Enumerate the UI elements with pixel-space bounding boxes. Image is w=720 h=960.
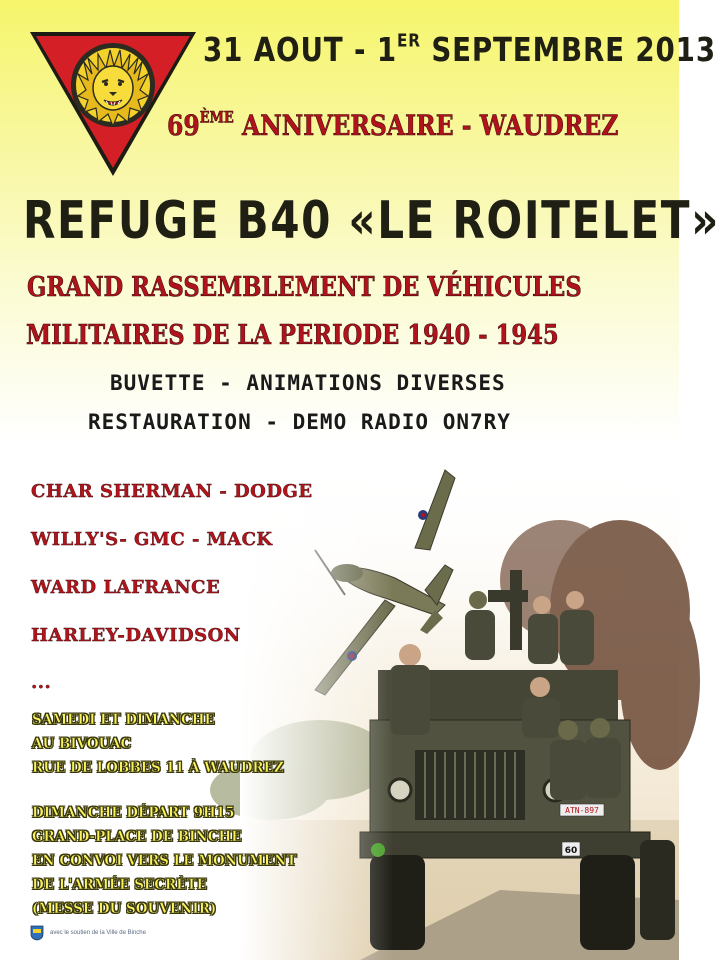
- vehicle-item: WILLY'S- GMC - MACK: [31, 529, 273, 550]
- activities-line-1: BUVETTE - ANIMATIONS DIVERSES: [110, 371, 506, 395]
- bivouac-line: RUE DE LOBBES 11 À WAUDREZ: [32, 760, 284, 776]
- sponsor-credit: avec le soutien de la Ville de Binche: [50, 930, 146, 936]
- binche-crest-icon: [30, 925, 44, 941]
- vehicle-item: WARD LAFRANCE: [31, 577, 221, 598]
- anniversary-line: 69ÈME ANNIVERSAIRE - WAUDREZ: [167, 108, 619, 142]
- event-title: REFUGE B40 «LE ROITELET»: [23, 191, 720, 251]
- event-date: 31 AOUT - 1ER SEPTEMBRE 2013: [203, 30, 716, 69]
- convoy-line: DIMANCHE DÉPART 9H15: [32, 805, 235, 821]
- convoy-line: DE L'ARMÉE SECRÈTE: [32, 877, 207, 893]
- vehicle-ellipsis: ...: [31, 672, 52, 693]
- vintage-photo-scene: [240, 460, 679, 960]
- convoy-line: GRAND-PLACE DE BINCHE: [32, 829, 242, 845]
- gathering-line-1: GRAND RASSEMBLEMENT DE VÉHICULES: [27, 272, 582, 303]
- convoy-line: EN CONVOI VERS LE MONUMENT: [32, 853, 297, 869]
- vehicle-item: HARLEY-DAVIDSON: [31, 625, 241, 646]
- lion-emblem-logo: [28, 30, 198, 178]
- convoy-line: (MESSE DU SOUVENIR): [32, 901, 217, 917]
- vehicle-item: CHAR SHERMAN - DODGE: [31, 481, 313, 502]
- gathering-line-2: MILITAIRES DE LA PERIODE 1940 - 1945: [26, 320, 559, 351]
- activities-line-2: RESTAURATION - DEMO RADIO ON7RY: [88, 410, 511, 434]
- bivouac-line: AU BIVOUAC: [32, 736, 132, 752]
- bivouac-line: SAMEDI ET DIMANCHE: [32, 712, 215, 728]
